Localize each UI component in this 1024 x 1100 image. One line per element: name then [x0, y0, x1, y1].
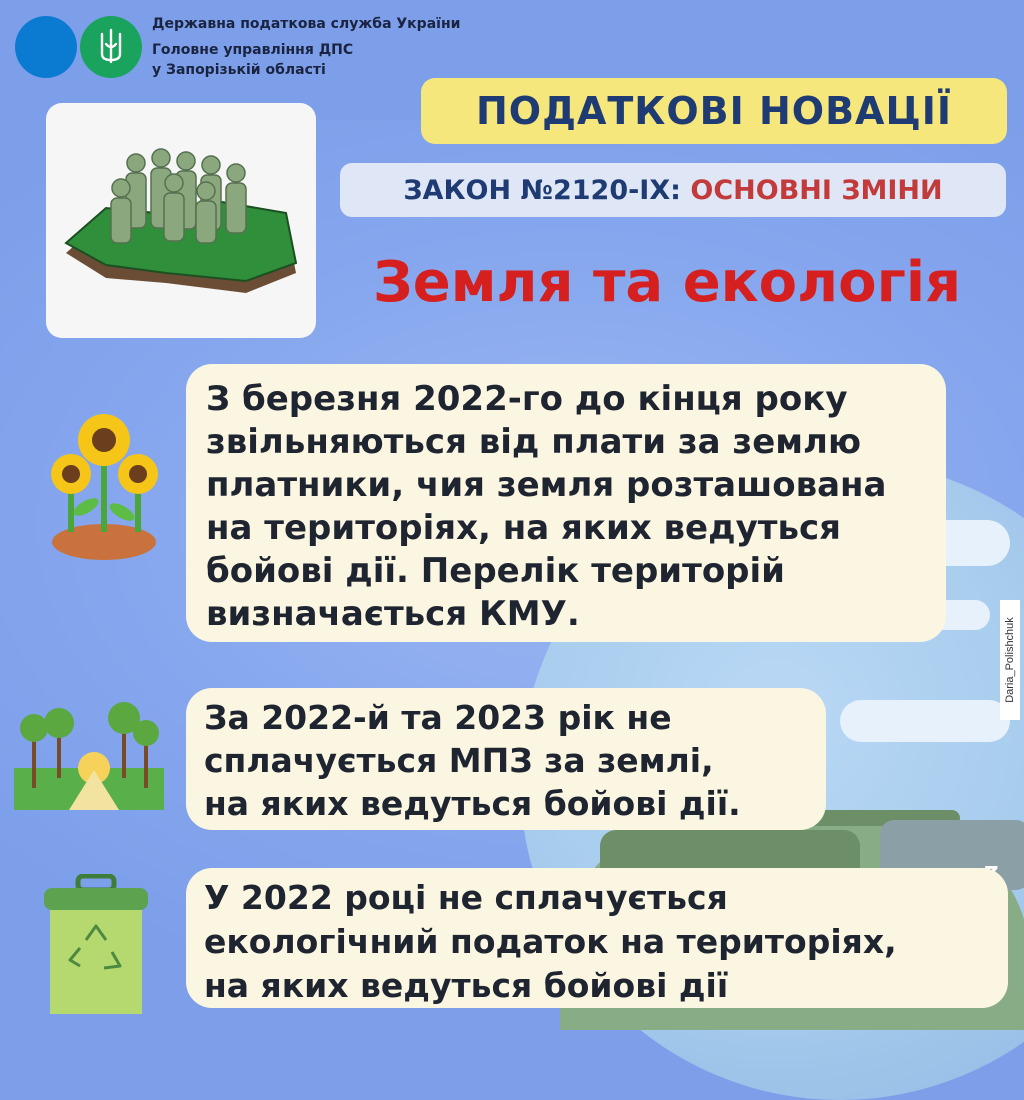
soldiers-map-card	[46, 103, 316, 338]
page-title: ПОДАТКОВІ НОВАЦІЇ	[421, 78, 1007, 144]
org-line-2: Головне управління ДПС	[152, 42, 354, 58]
recycle-bin-icon	[40, 874, 152, 1014]
topic-heading: Земля та екологія	[372, 250, 962, 315]
author-credit	[1000, 600, 1020, 720]
law-subtitle	[340, 163, 1006, 217]
law-changes: ОСНОВНІ ЗМІНИ	[690, 174, 943, 206]
info-card-1-text: З березня 2022-го до кінця року звільняються від плати за землю платники, чия земля розташована на територіях, на яких ведуться бойові дії. Перелік територій визначається КМУ.	[206, 379, 887, 634]
dps-logo-icon	[15, 16, 77, 78]
info-card-2-text: За 2022-й та 2023 рік не сплачується МПЗ за землі, на яких ведуться бойові дії.	[204, 698, 741, 823]
info-card-1	[186, 364, 946, 642]
info-card-3	[186, 868, 1008, 1008]
organization-name	[152, 14, 460, 80]
author-credit-text: Daria_Polishchuk	[1004, 617, 1017, 703]
soldiers-on-land-icon	[46, 103, 316, 338]
info-card-3-text: У 2022 році не сплачується екологічний податок на територіях, на яких ведуться бойові дії	[204, 878, 897, 1005]
forest-sunset-icon	[14, 698, 164, 810]
org-line-3: у Запорізькій області	[152, 62, 326, 78]
info-card-2	[186, 688, 826, 830]
org-line-1: Державна податкова служба України	[152, 16, 461, 32]
cloud	[840, 700, 1010, 742]
law-number: ЗАКОН №2120-IX:	[403, 174, 681, 206]
sunflowers-icon	[46, 412, 162, 562]
trident-icon	[80, 16, 142, 78]
